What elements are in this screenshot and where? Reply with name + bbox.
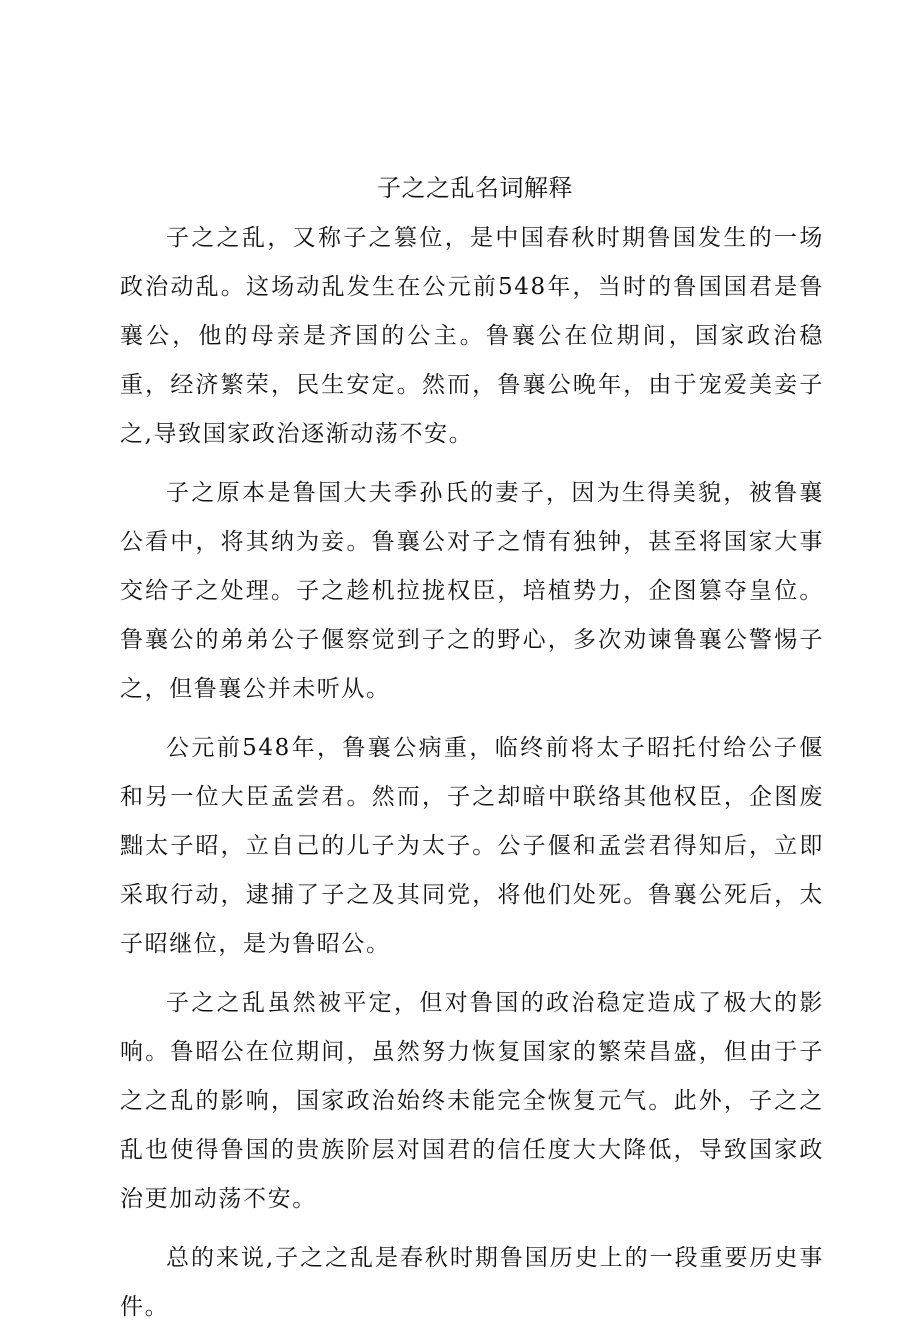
paragraph-2: 子之原本是鲁国大夫季孙氏的妻子，因为生得美貌，被鲁襄公看中，将其纳为妾。鲁襄公对子之情有独钟，甚至将国家大事交给子之处理。子之趁机拉拢权臣，培植势力，企图篡夺皇位。鲁襄公的弟弟公子偃察觉到子之的野心，多次劝谏鲁襄公警惕子之，但鲁襄公并未听从。	[120, 480, 824, 702]
paragraph-4: 子之之乱虽然被平定，但对鲁国的政治稳定造成了极大的影响。鲁昭公在位期间，虽然努力恢复国家的繁荣昌盛，但由于子之之乱的影响，国家政治始终未能完全恢复元气。此外，子之之乱也使得鲁国的贵族阶层对国君的信任度大大降低，导致国家政治更加动荡不安。	[120, 990, 824, 1212]
paragraph-5: 总的来说,子之之乱是春秋时期鲁国历史上的一段重要历史事件。	[120, 1245, 824, 1320]
document-title: 子之之乱名词解释	[377, 174, 573, 202]
paragraph-1: 子之之乱，又称子之篡位，是中国春秋时期鲁国发生的一场政治动乱。这场动乱发生在公元前548年，当时的鲁国国君是鲁襄公，他的母亲是齐国的公主。鲁襄公在位期间，国家政治稳重，经济繁荣，民生安定。然而，鲁襄公晚年，由于宠爱美妾子之,导致国家政治逐渐动荡不安。	[120, 225, 824, 447]
paragraph-3: 公元前548年，鲁襄公病重，临终前将太子昭托付给公子偃和另一位大臣孟尝君。然而，子之却暗中联络其他权臣，企图废黜太子昭，立自己的儿子为太子。公子偃和孟尝君得知后，立即采取行动，逮捕了子之及其同党，将他们处死。鲁襄公死后，太子昭继位，是为鲁昭公。	[120, 735, 824, 957]
document-page	[120, 170, 824, 1342]
